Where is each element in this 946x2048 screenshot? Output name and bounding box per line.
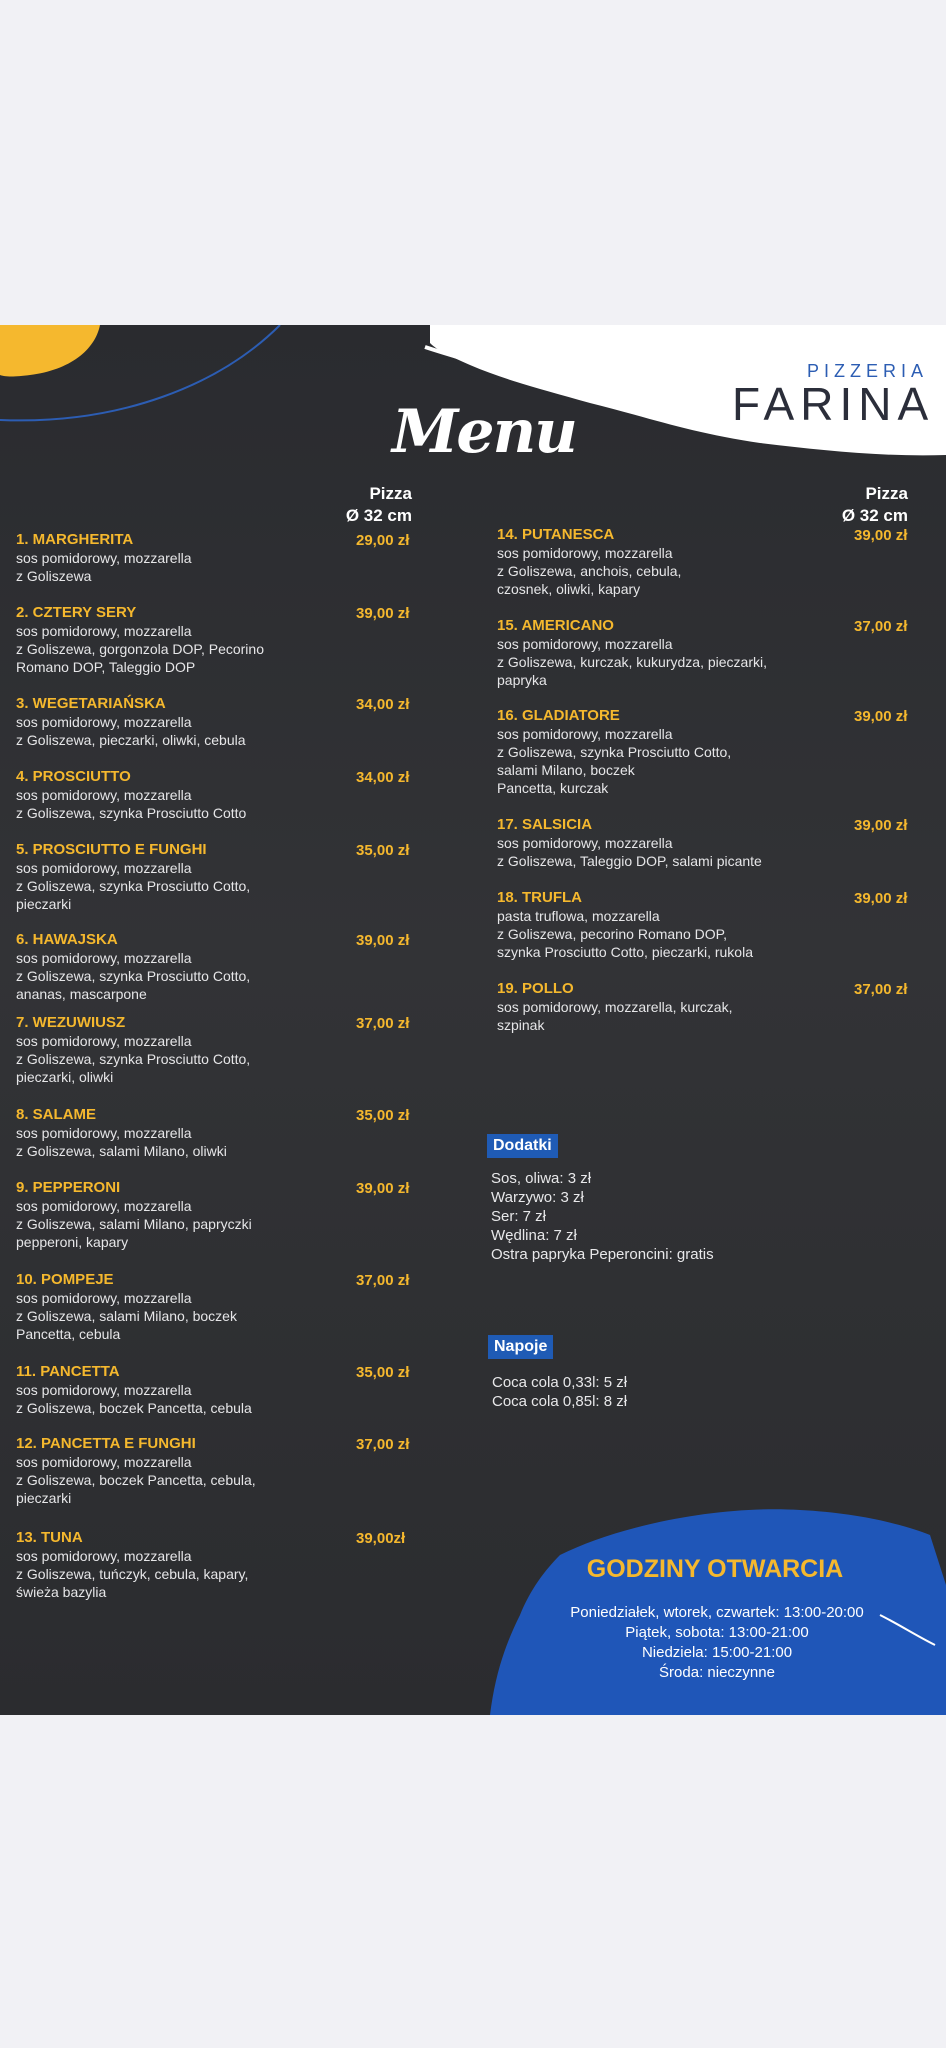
menu-item-description: sos pomidorowy, mozzarella (16, 1290, 192, 1306)
menu-item-name: 16. GLADIATORE (497, 707, 620, 724)
menu-item-description: z Goliszewa, szynka Prosciutto Cotto, (16, 878, 251, 894)
menu-item (16, 1529, 416, 1601)
menu-item-price: 39,00 zł (356, 932, 410, 949)
menu-item-description: salami Milano, boczek (497, 762, 635, 778)
menu-item-description: z Goliszewa, salami Milano, boczek (16, 1308, 237, 1324)
menu-item-description: z Goliszewa, szynka Prosciutto Cotto (16, 805, 247, 821)
menu-item-description: z Goliszewa, szynka Prosciutto Cotto, (16, 1051, 251, 1067)
menu-item-name: 1. MARGHERITA (16, 531, 134, 548)
logo-top-text: PIZZERIA (806, 361, 928, 381)
menu-item-description: z Goliszewa, anchois, cebula, (497, 563, 682, 579)
menu-item-name: 19. POLLO (497, 980, 574, 997)
menu-item-price: 35,00 zł (356, 842, 410, 859)
hours-line: Środa: nieczynne (659, 1664, 775, 1681)
menu-item-description: sos pomidorowy, mozzarella (16, 1198, 192, 1214)
hours-line: Niedziela: 15:00-21:00 (641, 1644, 793, 1661)
menu-item-name: 6. HAWAJSKA (16, 931, 118, 948)
menu-item (16, 1363, 416, 1417)
menu-item-description: sos pomidorowy, mozzarella (16, 860, 192, 876)
menu-item-description: papryka (497, 672, 547, 688)
menu-item (497, 526, 908, 598)
menu-item-description: pepperoni, kapary (16, 1234, 129, 1250)
menu-item-name: 8. SALAME (16, 1106, 97, 1123)
menu-item (497, 617, 908, 689)
hours-line: Piątek, sobota: 13:00-21:00 (625, 1624, 809, 1641)
dodatki-item: Sos, oliwa: 3 zł (491, 1170, 592, 1187)
menu-item-name: 10. POMPEJE (16, 1271, 114, 1288)
menu-item (497, 816, 908, 870)
menu-item-description: pieczarki (16, 1490, 72, 1506)
dodatki-item: Wędlina: 7 zł (491, 1227, 577, 1244)
menu-item-name: 4. PROSCIUTTO (16, 768, 131, 785)
menu-item (497, 707, 908, 797)
menu-item-description: Pancetta, cebula (16, 1326, 121, 1342)
right-column-header (808, 483, 908, 527)
menu-item-price: 39,00 zł (854, 708, 908, 725)
menu-page (0, 325, 946, 1715)
dodatki-badge: Dodatki (487, 1134, 558, 1158)
menu-item-description: ananas, mascarpone (16, 986, 147, 1002)
menu-item-description: z Goliszewa, szynka Prosciutto Cotto, (497, 744, 732, 760)
menu-item-description: pasta truflowa, mozzarella (497, 908, 660, 924)
menu-item-price: 39,00 zł (854, 890, 908, 907)
pizzeria-logo (732, 361, 935, 430)
menu-item-description: sos pomidorowy, mozzarella (16, 1382, 192, 1398)
menu-item (16, 1271, 416, 1343)
hours-line: Poniedziałek, wtorek, czwartek: 13:00-20:00 (570, 1604, 864, 1621)
dodatki-item: Ostra papryka Peperoncini: gratis (491, 1246, 714, 1263)
menu-item-price: 34,00 zł (356, 696, 410, 713)
menu-item-price: 37,00 zł (854, 618, 908, 635)
menu-item (497, 980, 908, 1034)
menu-item (16, 531, 416, 585)
menu-item-description: z Goliszewa, salami Milano, oliwki (16, 1143, 227, 1159)
menu-item-description: z Goliszewa, salami Milano, papryczki (16, 1216, 252, 1232)
menu-item-description: pieczarki, oliwki (16, 1069, 114, 1085)
menu-item-price: 39,00 zł (854, 817, 908, 834)
dodatki-item: Warzywo: 3 zł (491, 1189, 584, 1206)
menu-item-description: sos pomidorowy, mozzarella (16, 1454, 192, 1470)
menu-item-description: sos pomidorowy, mozzarella (16, 550, 192, 566)
column-header-size: Ø 32 cm (841, 506, 908, 525)
menu-item-description: z Goliszewa, pecorino Romano DOP, (497, 926, 728, 942)
menu-item-price: 34,00 zł (356, 769, 410, 786)
menu-item-price: 29,00 zł (356, 532, 410, 549)
menu-item-name: 5. PROSCIUTTO E FUNGHI (16, 841, 207, 858)
column-header-pizza: Pizza (369, 484, 412, 503)
hours-title: GODZINY OTWARCIA (586, 1555, 844, 1583)
menu-item-description: sos pomidorowy, mozzarella (497, 636, 673, 652)
menu-item (16, 1014, 416, 1086)
menu-item-price: 37,00 zł (356, 1272, 410, 1289)
menu-item-description: z Goliszewa, szynka Prosciutto Cotto, (16, 968, 251, 984)
menu-item-price: 39,00 zł (356, 1180, 410, 1197)
menu-item-price: 37,00 zł (356, 1436, 410, 1453)
menu-item-description: z Goliszewa, gorgonzola DOP, Pecorino (16, 641, 264, 657)
dodatki-item: Ser: 7 zł (491, 1208, 547, 1225)
menu-item-description: pieczarki (16, 896, 72, 912)
menu-item-description: z Goliszewa, kurczak, kukurydza, pieczarki, (497, 654, 767, 670)
menu-item-description: sos pomidorowy, mozzarella (16, 1033, 192, 1049)
menu-item-description: sos pomidorowy, mozzarella (16, 950, 192, 966)
menu-item-description: szpinak (497, 1017, 545, 1033)
menu-item-description: sos pomidorowy, mozzarella (497, 835, 673, 851)
menu-item-description: z Goliszewa, tuńczyk, cebula, kapary, (16, 1566, 249, 1582)
menu-item-price: 35,00 zł (356, 1364, 410, 1381)
menu-item-price: 37,00 zł (356, 1015, 410, 1032)
column-header-pizza: Pizza (865, 484, 908, 503)
napoje-item: Coca cola 0,85l: 8 zł (492, 1393, 628, 1410)
napoje-item: Coca cola 0,33l: 5 zł (492, 1374, 628, 1391)
menu-item-name: 9. PEPPERONI (16, 1179, 121, 1196)
menu-item-name: 3. WEGETARIAŃSKA (16, 695, 166, 712)
menu-item-description: z Goliszewa, pieczarki, oliwki, cebula (16, 732, 246, 748)
left-column-header (312, 483, 412, 527)
menu-item-description: sos pomidorowy, mozzarella (497, 545, 673, 561)
menu-item-description: z Goliszewa, boczek Pancetta, cebula, (16, 1472, 256, 1488)
menu-item (16, 841, 416, 913)
menu-item-description: sos pomidorowy, mozzarella (16, 714, 192, 730)
menu-item (16, 1106, 416, 1160)
menu-item-name: 15. AMERICANO (497, 617, 614, 634)
menu-item (16, 931, 416, 1003)
menu-item-description: sos pomidorowy, mozzarella, kurczak, (497, 999, 733, 1015)
menu-item (16, 695, 416, 749)
menu-item-name: 11. PANCETTA (16, 1363, 120, 1380)
menu-item-price: 39,00 zł (854, 527, 908, 544)
napoje-badge: Napoje (488, 1335, 553, 1359)
menu-item-price: 35,00 zł (356, 1107, 410, 1124)
menu-item-description: sos pomidorowy, mozzarella (16, 1548, 192, 1564)
menu-item-description: sos pomidorowy, mozzarella (16, 787, 192, 803)
menu-item-price: 39,00 zł (356, 605, 410, 622)
menu-item-description: szynka Prosciutto Cotto, pieczarki, rukola (497, 944, 753, 960)
menu-title: Menu (392, 397, 576, 467)
menu-item-name: 14. PUTANESCA (497, 526, 615, 543)
menu-item-name: 7. WEZUWIUSZ (16, 1014, 126, 1031)
menu-item (16, 768, 416, 822)
menu-item (16, 604, 416, 676)
menu-item-description: czosnek, oliwki, kapary (497, 581, 641, 597)
menu-item-description: sos pomidorowy, mozzarella (16, 1125, 192, 1141)
menu-item-description: sos pomidorowy, mozzarella (497, 726, 673, 742)
menu-item-description: świeża bazylia (16, 1584, 107, 1600)
menu-item-price: 37,00 zł (854, 981, 908, 998)
menu-item-description: Pancetta, kurczak (497, 780, 609, 796)
logo-main-text: FARINA (732, 378, 935, 430)
menu-item (16, 1435, 416, 1507)
menu-item-name: 17. SALSICIA (497, 816, 593, 833)
menu-item-description: z Goliszewa, boczek Pancetta, cebula (16, 1400, 252, 1416)
menu-item-name: 18. TRUFLA (497, 889, 583, 906)
menu-item-description: z Goliszewa (16, 568, 92, 584)
menu-item-name: 2. CZTERY SERY (16, 604, 137, 621)
menu-item (497, 889, 908, 961)
menu-item-description: Romano DOP, Taleggio DOP (16, 659, 196, 675)
menu-item (16, 1179, 416, 1251)
menu-item-name: 13. TUNA (16, 1529, 83, 1546)
column-header-size: Ø 32 cm (345, 506, 412, 525)
menu-item-description: sos pomidorowy, mozzarella (16, 623, 192, 639)
menu-item-description: z Goliszewa, Taleggio DOP, salami picante (497, 853, 762, 869)
menu-item-name: 12. PANCETTA E FUNGHI (16, 1435, 196, 1452)
menu-item-price: 39,00zł (356, 1530, 406, 1547)
